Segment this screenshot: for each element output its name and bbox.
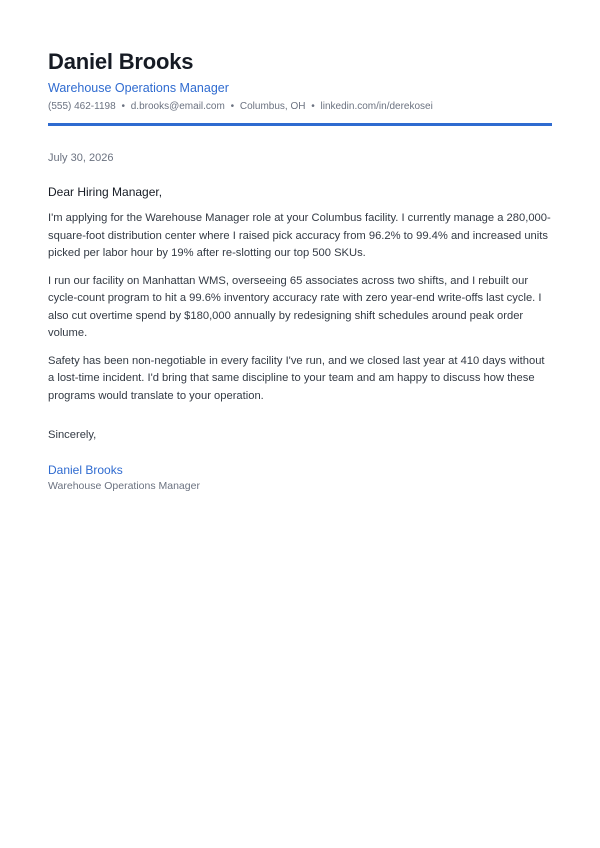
cover-letter-page (48, 48, 552, 493)
body-paragraph: I run our facility on Manhattan WMS, overseeing 65 associates across two shifts, and I rebuilt our cycle-count program to hit a 99.6% inventory accuracy rate with zero year-end write-offs last cycle. I also cut overtime spend by $180,000 annually by redesigning shift schedules around peak order volume. (48, 274, 542, 339)
applicant-name: Daniel Brooks (48, 49, 194, 74)
letter-date: July 30, 2026 (48, 152, 114, 164)
contact-linkedin: linkedin.com/in/derekosei (320, 101, 433, 112)
signature-title: Warehouse Operations Manager (48, 480, 200, 492)
closing: Sincerely, (48, 429, 97, 441)
contact-email: d.brooks@email.com (130, 101, 225, 112)
contact-location: Columbus, OH (239, 101, 306, 112)
contact-separator: • (311, 101, 315, 112)
header-divider (48, 123, 552, 126)
body-paragraph: Safety has been non-negotiable in every facility I've run, and we closed last year at 410 days without a lost-time incident. I'd bring that same discipline to your team and am happy to discuss how these programs would translate to your operation. (48, 354, 545, 402)
contact-line (48, 100, 552, 114)
salutation: Dear Hiring Manager, (48, 185, 163, 199)
contact-separator: • (230, 101, 235, 112)
contact-phone: (555) 462-1198 (48, 101, 116, 112)
body-paragraph: I'm applying for the Warehouse Manager role at your Columbus facility. I currently manage a 280,000-square-foot distribution center where I raised pick accuracy from 96.2% to 99.4% and increased units picked per labor hour by 19% after re-slotting our top 500 SKUs. (48, 212, 551, 259)
applicant-role: Warehouse Operations Manager (48, 81, 229, 95)
signature-name: Daniel Brooks (48, 463, 123, 477)
contact-separator: • (121, 101, 125, 112)
